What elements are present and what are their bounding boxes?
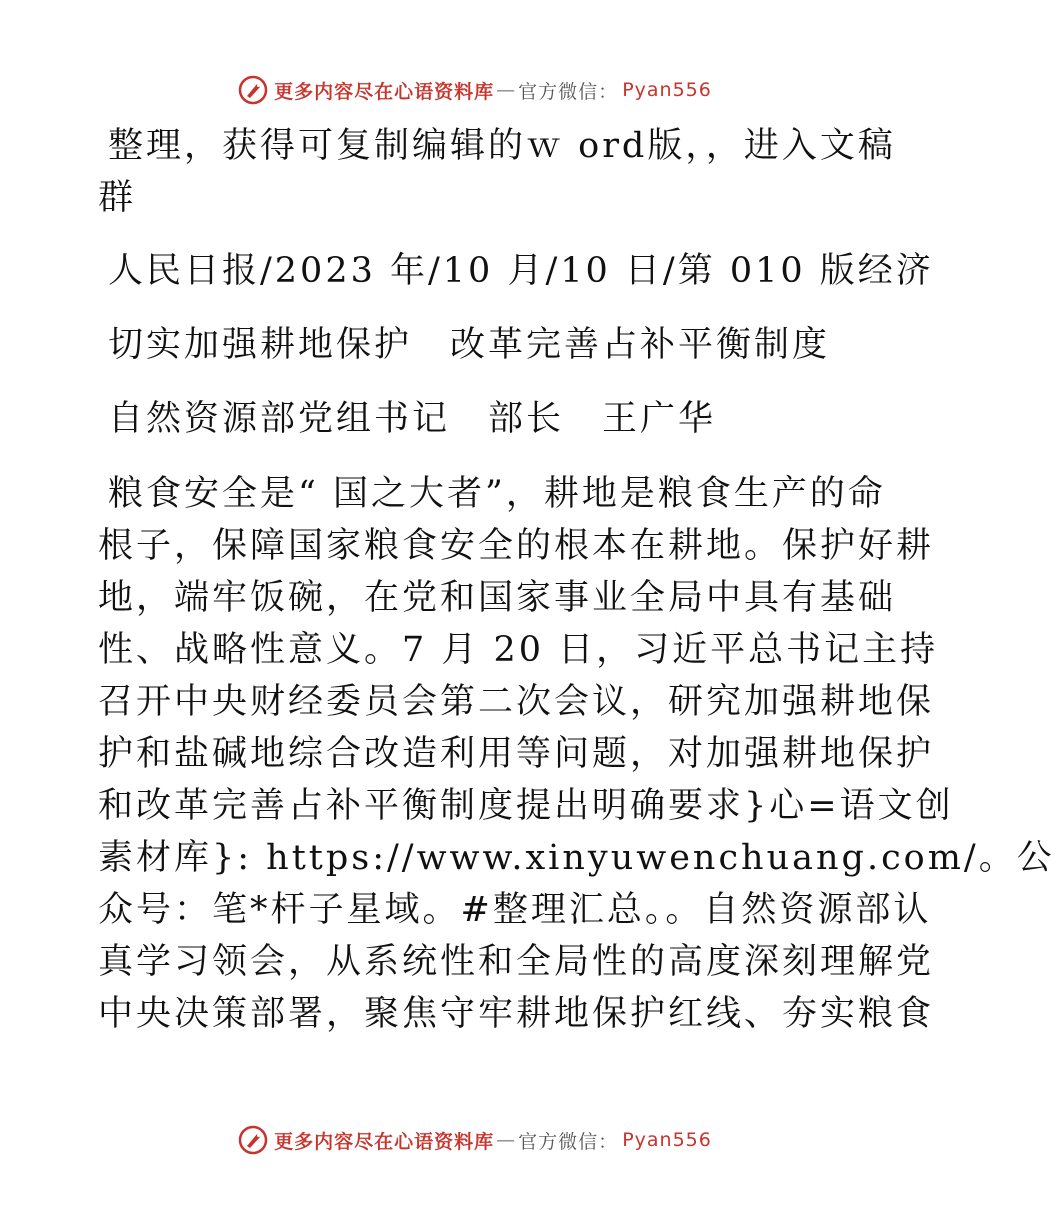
paragraph-line: 素材库}: https://www.xinyuwenchuang.com/。公 xyxy=(98,838,1055,878)
banner-wechat-label: 官方微信： xyxy=(518,80,619,103)
banner-dash: — xyxy=(496,1129,517,1151)
banner-dash: — xyxy=(496,79,517,101)
banner-main-text: 更多内容尽在心语资料库 xyxy=(274,80,495,103)
pen-nib-icon xyxy=(238,75,268,105)
intro-line: 群 xyxy=(98,178,137,218)
article-paragraph xyxy=(98,468,1055,1040)
paragraph-line: 召开中央财经委员会第二次会议，研究加强耕地保 xyxy=(98,682,935,722)
paragraph-line: 性、战略性意义。7 月 20 日，习近平总书记主持 xyxy=(98,630,939,670)
intro-line: 整理，获得可复制编辑的ｗ ord版，，进入文稿 xyxy=(108,126,896,166)
header-banner xyxy=(0,70,950,110)
pen-nib-icon xyxy=(238,1125,268,1155)
article-author: 自然资源部党组书记 部长 王广华 xyxy=(108,399,717,439)
banner-wechat-id: Pyan556 xyxy=(622,79,712,101)
footer-banner xyxy=(0,1120,950,1160)
paragraph-line: 护和盐碱地综合改造利用等问题，对加强耕地保护 xyxy=(98,734,935,774)
paragraph-line: 粮食安全是“ 国之大者”，耕地是粮食生产的命 xyxy=(108,474,886,514)
article-title: 切实加强耕地保护 改革完善占补平衡制度 xyxy=(108,325,831,365)
banner-main-text: 更多内容尽在心语资料库 xyxy=(274,1130,495,1153)
paragraph-line: 根子，保障国家粮食安全的根本在耕地。保护好耕 xyxy=(98,526,935,566)
document-body xyxy=(98,120,1055,1040)
paragraph-line: 中央决策部署，聚焦守牢耕地保护红线、夯实粮食 xyxy=(98,994,935,1034)
paragraph-line: 真学习领会，从系统性和全局性的高度深刻理解党 xyxy=(98,942,935,982)
paragraph-line: 地，端牢饭碗，在党和国家事业全局中具有基础 xyxy=(98,578,897,618)
paragraph-line: 和改革完善占补平衡制度提出明确要求}心=语文创 xyxy=(98,786,954,826)
banner-wechat-id: Pyan556 xyxy=(622,1129,712,1151)
paragraph-line: 众号：笔*杆子星域。#整理汇总。。自然资源部认 xyxy=(98,890,932,930)
banner-wechat-label: 官方微信： xyxy=(518,1130,619,1153)
source-line: 人民日报/2023 年/10 月/10 日/第 010 版经济 xyxy=(108,251,934,291)
